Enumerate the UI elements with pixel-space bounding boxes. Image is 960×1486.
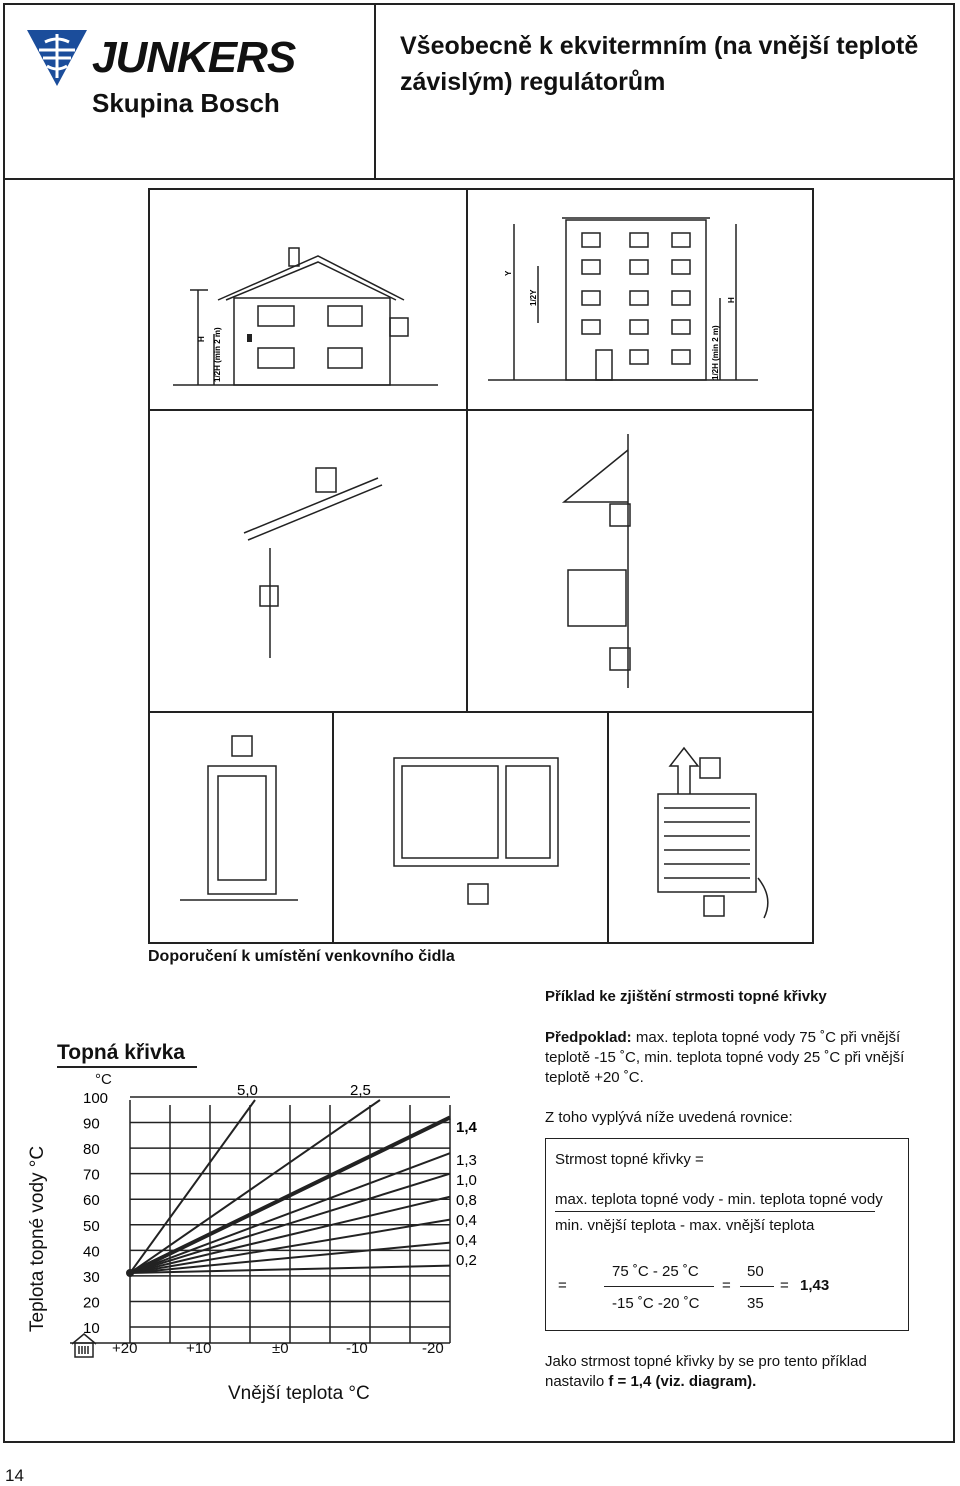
formula-title: Strmost topné křivky = [555,1151,704,1168]
y-tick: 90 [83,1115,100,1133]
curve-top-label: 2,5 [350,1082,371,1099]
conclusion-bold: f = 1,4 (viz. diagram). [608,1373,757,1390]
y-tick: 60 [83,1192,100,1210]
formula-eq1: = [558,1277,567,1294]
formula-den-result: 35 [747,1295,764,1312]
page-number: 14 [5,1466,24,1485]
conclusion-text: Jako strmost topné křivky by se pro tento příklad nastavilo [545,1353,867,1390]
chart-origin-point [126,1269,134,1277]
curve-line-2-5 [130,1100,380,1273]
curve-right-label: 0,2 [456,1252,477,1269]
brand-group: Skupina Bosch [92,88,280,118]
curve-top-label: 5,0 [237,1082,258,1099]
example-conclusion [545,1352,915,1392]
balcony-drawing [564,434,630,688]
label-h: H [197,336,206,342]
chart-title-underline [57,1066,197,1068]
curve-right-label: 0,8 [456,1192,477,1209]
door-drawing [180,736,298,900]
chart-x-axis-label: Vnější teplota °C [228,1383,370,1404]
y-tick: 20 [83,1294,100,1312]
label-h-right: H [727,297,736,303]
y-tick: 80 [83,1141,100,1159]
formula-eq3: = [780,1277,789,1294]
formula-result-line [740,1286,774,1287]
example-heading: Příklad ke zjištění strmosti topné křivky [545,988,827,1005]
label-half-h: 1/2H (min 2 m) [213,327,222,382]
x-tick: -20 [422,1340,444,1357]
heating-curve-chart [0,1070,520,1370]
roof-eave-drawing [244,468,382,658]
formula-numerator: max. teplota topné vody - min. teplota topné vody [555,1191,883,1208]
header-vertical-divider [374,3,376,180]
formula-den-values: -15 ˚C -20 ˚C [612,1295,700,1312]
y-tick: 40 [83,1243,100,1261]
formula-values-line [604,1286,714,1287]
formula-fraction-line [555,1211,875,1212]
curve-right-label: 0,4 [456,1212,477,1229]
formula-result: 1,43 [800,1277,830,1294]
x-tick: +10 [186,1340,212,1357]
curve-right-label: 1,0 [456,1172,477,1189]
y-tick: 50 [83,1217,100,1235]
premise-text: max. teplota topné vody 75 ˚C při vnější teplotě -15 ˚C, min. teplota topné vody 25 ˚C při vnější teplotě +20 ˚C. [545,1029,905,1086]
curve-right-label: 1,4 [456,1119,477,1136]
example-consequence: Z toho vyplývá níže uvedená rovnice: [545,1109,793,1126]
label-half-h-right: 1/2H (min 2 m) [711,325,720,380]
junkers-logo-icon [25,28,89,88]
example-premise [545,1028,935,1088]
x-tick: +20 [112,1340,138,1357]
header-divider [3,178,955,180]
y-tick: 10 [83,1320,100,1337]
ventilation-grille-drawing [658,748,768,918]
formula-denominator: min. vnější teplota - max. vnější teplota [555,1217,815,1234]
curve-right-label: 0,4 [456,1232,477,1249]
brand-name: JUNKERS [92,33,296,82]
illustrations-caption: Doporučení k umístění venkovního čidla [148,948,455,965]
curve-right-label: 1,3 [456,1152,477,1169]
x-tick: ±0 [272,1340,289,1357]
x-tick: -10 [346,1340,368,1357]
premise-label: Předpoklad: [545,1029,632,1046]
y-tick: 30 [83,1268,100,1286]
sensor-placement-illustrations [148,188,814,944]
chart-y-axis-label: Teplota topné vody °C [27,1145,48,1332]
formula-num-values: 75 ˚C - 25 ˚C [612,1263,699,1280]
y-tick: 100 [83,1090,109,1107]
house-heating-icon [70,1330,110,1360]
chart-y-unit: °C [95,1071,112,1088]
label-y: Y [504,270,513,276]
formula-num-result: 50 [747,1263,764,1280]
page-title: Všeobecně k ekvitermním (na vnější teplotě závislým) regulátorům [400,32,919,96]
chart-title: Topná křivka [57,1041,185,1064]
y-tick: 70 [83,1166,100,1184]
window-drawing [394,758,558,904]
chart-x-ticks [112,1340,452,1360]
label-half-y: 1/2Y [529,289,538,306]
formula-eq2: = [722,1277,731,1294]
